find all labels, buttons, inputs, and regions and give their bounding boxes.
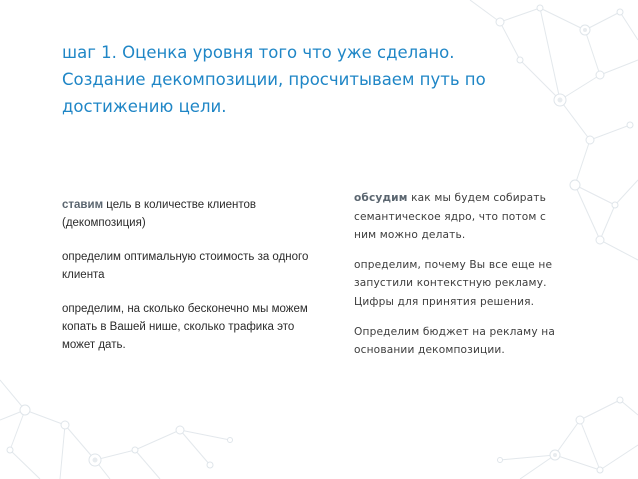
left-paragraph-goal	[62, 196, 322, 232]
left-column	[62, 196, 322, 370]
left-paragraph-cost: определим оптимальную стоимость за одного клиента	[62, 251, 309, 281]
left-paragraph-niche: определим, на сколько бесконечно мы можем копать в Вашей нише, сколько трафика это может дать.	[62, 303, 308, 351]
left-paragraph-goal-text: цель в количестве клиентов (декомпозиция)	[62, 199, 257, 229]
right-paragraph-semantic	[354, 189, 564, 245]
right-paragraph-budget: Определим бюджет на рекламу на основании декомпозиции.	[354, 325, 555, 357]
keyword-stavim: ставим	[62, 199, 104, 211]
right-paragraph-semantic-text: как мы будем собирать семантическое ядро, что потом с ним можно делать.	[354, 192, 546, 242]
right-paragraph-reasons: определим, почему Вы все еще не запустили контекстную рекламу. Цифры для принятия решения.	[354, 258, 553, 308]
right-column	[354, 189, 564, 371]
keyword-obsudim: обсудим	[354, 192, 408, 204]
slide-title: шаг 1. Оценка уровня того что уже сделано. Создание декомпозиции, просчитываем путь по достижению цели.	[62, 43, 486, 116]
